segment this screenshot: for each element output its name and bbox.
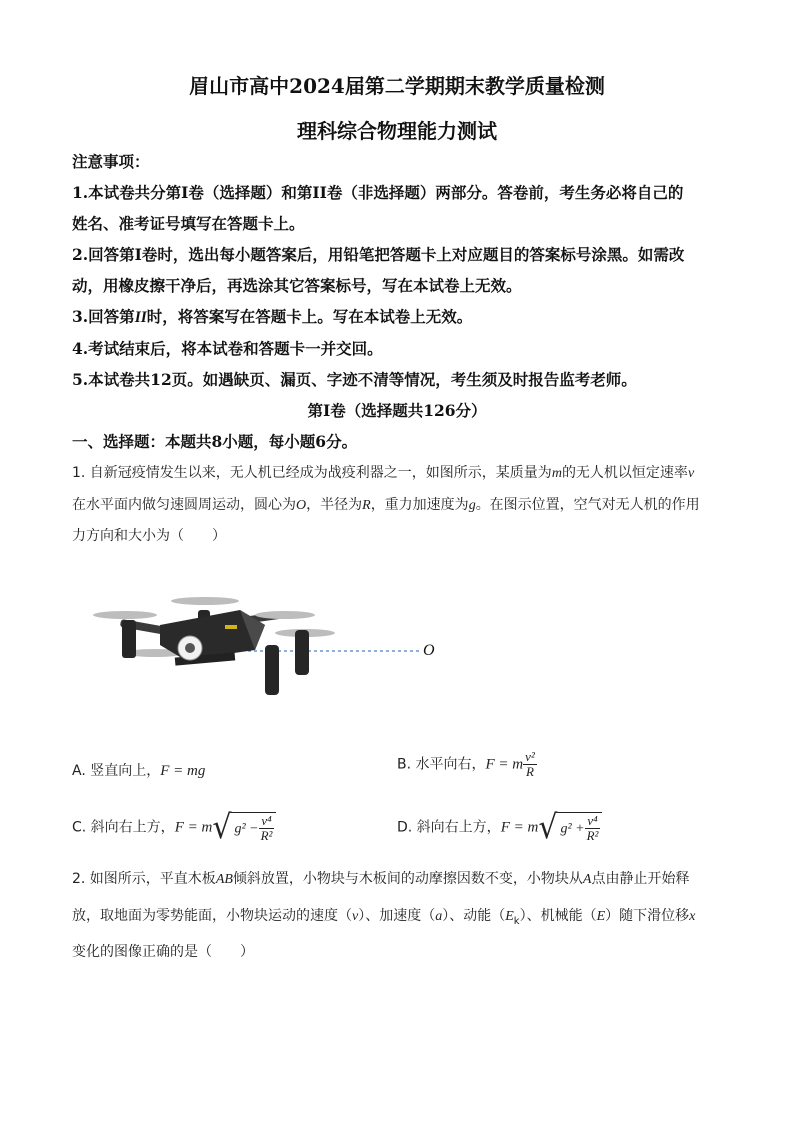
q1-option-c-radicand (231, 812, 276, 843)
q1-line-3: 力方向和大小为（ ） (72, 528, 226, 544)
drone-camera-lens (185, 643, 195, 653)
q1-text-2b: ，半径为 (306, 497, 363, 513)
note-item-3-roman: II (134, 309, 147, 326)
q2-line-3: 变化的图像正确的是（ ） (72, 944, 254, 960)
note-item-4: 4.考试结束后，将本试卷和答题卡一并交回。 (72, 339, 383, 358)
q2-text-1b: 倾斜放置，小物块与木板间的动摩擦因数不变，小物块从 (232, 871, 583, 887)
q1-option-b-formula-left: F = m (485, 756, 524, 773)
part-one-heading: 一、选择题：本题共8小题，每小题6分。 (72, 432, 358, 451)
q2-line-1 (72, 868, 689, 888)
note-item-1-line-1: 1.本试卷共分第I卷（选择题）和第II卷（非选择题）两部分。答卷前，考生务必将自己的 (72, 183, 684, 202)
q2-text-2d: ）、机械能（ (519, 908, 597, 924)
q1-option-d-den: R² (586, 828, 599, 843)
q1-option-b-den: R (526, 764, 534, 779)
q1-text-2d: 。在图示位置，空气对无人机的作用 (475, 497, 700, 513)
q1-option-c-label: C. 斜向右上方， (72, 819, 175, 836)
drone-leg-front-far (295, 630, 309, 675)
figure-center-label: O (423, 642, 435, 659)
q1-var-m: m (551, 466, 562, 481)
q1-var-O: O (296, 498, 307, 513)
q1-var-R: R (362, 498, 371, 513)
q2-var-A: A (582, 872, 592, 887)
q1-option-a (72, 760, 205, 780)
q2-var-x: x (689, 909, 696, 924)
q1-text-2c: ，重力加速度为 (370, 497, 469, 513)
q1-option-d-fraction (585, 814, 601, 843)
q1-option-d (397, 810, 602, 845)
q2-text-1c: 点由静止开始释 (591, 871, 690, 887)
q1-option-c-den: R² (260, 828, 273, 843)
note-item-2-line-1: 2.回答第I卷时，选出每小题答案后，用铅笔把答题卡上对应题目的答案标号涂黑。如需改 (72, 245, 685, 264)
drone-leg-rear-left (122, 620, 136, 658)
q2-text-2b: ）、加速度（ (358, 908, 436, 924)
note-item-5: 5.本试卷共12页。如遇缺页、漏页、字迹不清等情况，考生须及时报告监考老师。 (72, 370, 637, 389)
q1-option-d-radicand (557, 812, 602, 843)
q2-var-AB: AB (215, 872, 233, 887)
drone-accent (225, 625, 237, 629)
q1-option-a-label: A. 竖直向上， (72, 763, 161, 779)
q1-option-d-label: D. 斜向右上方， (397, 819, 501, 836)
q1-var-v: v (687, 466, 695, 481)
q1-option-c-inner: g² − (234, 821, 259, 837)
q1-option-d-formula-left: F = m (500, 819, 539, 836)
q1-option-b (397, 750, 537, 779)
q2-var-v: v (352, 909, 359, 924)
q2-var-Ek-sub: k (513, 915, 520, 927)
q1-text-1a: 1. 自新冠疫情发生以来，无人机已经成为战疫利器之一，如图所示，某质量为 (72, 465, 552, 481)
note-item-3 (72, 305, 472, 327)
drone-figure (90, 585, 450, 710)
propeller-rear-right (255, 611, 315, 619)
q1-option-c-formula-left: F = m (174, 819, 213, 836)
q1-var-g: g (468, 498, 476, 513)
propeller-rear-left (93, 611, 157, 619)
notes-heading: 注意事项： (72, 152, 150, 171)
q1-option-c-fraction (259, 814, 275, 843)
q2-text-2a: 放，取地面为零势能面，小物块运动的速度（ (72, 908, 352, 924)
q2-line-2 (72, 905, 695, 927)
q2-var-E: E (596, 909, 606, 924)
q1-text-2a: 在水平面内做匀速圆周运动，圆心为 (72, 497, 296, 513)
note-item-2-line-2: 动，用橡皮擦干净后，再选涂其它答案标号，写在本试卷上无效。 (72, 276, 522, 295)
q1-line-1 (72, 462, 694, 482)
q1-option-c-radical-sign: √ (212, 808, 232, 847)
q1-option-b-fraction (523, 750, 537, 779)
q2-var-Ek: E (505, 909, 514, 924)
q1-option-b-num: v² (525, 749, 535, 764)
note-item-1-line-2: 姓名、准考证号填写在答题卡上。 (72, 214, 305, 233)
q1-option-c-num: v⁴ (259, 814, 275, 829)
note-item-3-prefix: 3.回答第 (72, 307, 135, 326)
q1-option-b-label: B. 水平向右， (397, 756, 486, 773)
q1-option-d-num: v⁴ (585, 814, 601, 829)
q1-option-d-inner: g² + (560, 821, 585, 837)
q1-line-2 (72, 494, 700, 514)
q1-option-c (72, 810, 276, 845)
note-item-3-suffix: 时，将答案写在答题卡上。写在本试卷上无效。 (146, 307, 473, 326)
drone-leg-front-right (265, 645, 279, 695)
section-title: 第I卷（选择题共126分） (307, 401, 487, 420)
q1-option-d-radical-sign: √ (538, 808, 558, 847)
page-title: 眉山市高中2024届第二学期期末教学质量检测 (189, 74, 605, 98)
q1-option-a-formula: F = mg (160, 763, 206, 779)
q1-text-1b: 的无人机以恒定速率 (561, 465, 688, 481)
q2-text-1a: 2. 如图所示，平直木板 (72, 871, 216, 887)
propeller-rear-mid (171, 597, 239, 605)
q2-var-a: a (435, 909, 443, 924)
q2-text-2e: ）随下滑位移 (605, 908, 690, 924)
q2-text-2c: ）、动能（ (442, 908, 506, 924)
page-subtitle: 理科综合物理能力测试 (297, 119, 497, 143)
